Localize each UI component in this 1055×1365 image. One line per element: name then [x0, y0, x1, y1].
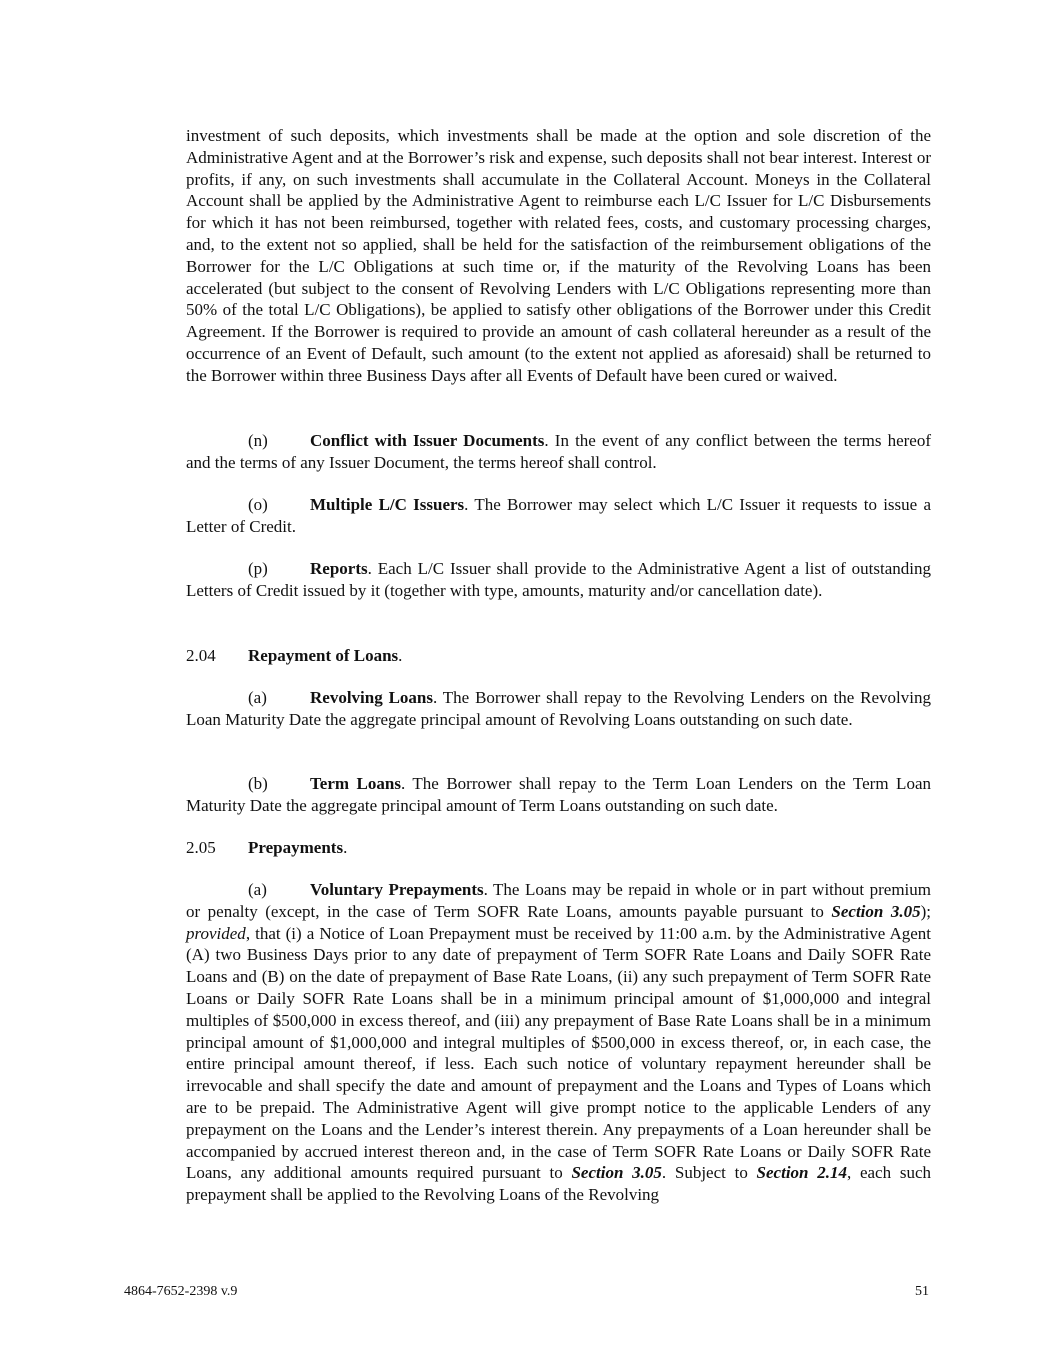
paragraph-n-conflict-with-issuer-documents: (n) Conflict with Issuer Documents. In the event of any conflict between the terms hereof and the terms of any Issuer Document, the terms hereof shall control.: [186, 431, 931, 472]
clause-label: (b): [248, 774, 268, 793]
clause-heading: Voluntary Prepayments: [310, 880, 484, 899]
section-reference: Section 3.05: [571, 1163, 662, 1183]
provided-term: provided: [186, 923, 246, 943]
clause-heading: Multiple L/C Issuers: [310, 495, 465, 514]
section-heading-2-05: 2.05 Prepayments.: [186, 838, 348, 857]
clause-heading: Reports: [310, 559, 368, 578]
clause-label: (a): [248, 688, 267, 707]
section-number: 2.05: [186, 838, 216, 857]
clause-heading: Term Loans: [310, 774, 401, 793]
paragraph-2-05-a-voluntary-prepayments: (a) Voluntary Prepayments. The Loans may be repaid in whole or in part without premium or penalty (except, in the case of Term SOFR Rate Loans, amounts payable pursuant to Section 3.05); provided, that (i) a Notice of Loan Prepayment must be received by 11:00 a.m. by the Administrative Agent (A) two Business Days prior to any date of prepayment of Term SOFR Rate Loans and Daily SOFR Rate Loans and (B) on the date of prepayment of Base Rate Loans, (ii) any such prepayment of Term SOFR Rate Loans or Daily SOFR Rate Loans shall be in a minimum principal amount of $1,000,000 and integral multiples of $500,000 in excess thereof, and (iii) any prepayment of Base Rate Loans shall be in a minimum principal amount of $1,000,000 and integral multiples of $500,000 in excess thereof, or, in each case, the entire principal amount thereof, if less. Each such notice of voluntary repayment hereunder shall be irrevocable and shall specify the date and amount of prepayment and the Loans and Types of Loans which are to be prepaid. The Administrative Agent will give prompt notice to the applicable Lenders of any prepayment on the Loans and the Lender’s interest therein. Any prepayments of a Loan hereunder shall be accompanied by accrued interest thereon and, in the case of Term SOFR Rate Loans or Daily SOFR Rate Loans, any additional amounts required pursuant to Section 3.05. Subject to Section 2.14, each such prepayment shall be applied to the Revolving Loans of the Revolving: [186, 880, 931, 1205]
clause-label: (n): [248, 431, 268, 450]
clause-label: (o): [248, 495, 268, 514]
paragraph-p-reports: (p) Reports. Each L/C Issuer shall provide to the Administrative Agent a list of outstanding Letters of Credit issued by it (together with type, amounts, maturity and/or cancellation date).: [186, 559, 931, 600]
section-title: Repayment of Loans: [248, 646, 399, 665]
clause-heading: Conflict with Issuer Documents: [310, 431, 545, 450]
section-title: Prepayments: [248, 838, 344, 857]
paragraph-o-multiple-lc-issuers: (o) Multiple L/C Issuers. The Borrower may select which L/C Issuer it requests to issue a Letter of Credit.: [186, 495, 931, 536]
footer-page-number: 51: [915, 1284, 929, 1299]
section-heading-2-04: 2.04 Repayment of Loans.: [186, 646, 403, 665]
clause-label: (p): [248, 559, 268, 578]
paragraph-collateral-continued: investment of such deposits, which investments shall be made at the option and sole discretion of the Administrative Agent and at the Borrower’s risk and expense, such deposits shall not bear interest. Interest or profits, if any, on such investments shall accumulate in the Collateral Account. Moneys in the Collateral Account shall be applied by the Administrative Agent to reimburse each L/C Issuer for L/C Disbursements for which it has not been reimbursed, together with related fees, costs, and customary processing charges, and, to the extent not so applied, shall be held for the satisfaction of the reimbursement obligations of the Borrower for the L/C Obligations at such time or, if the maturity of the Revolving Loans has been accelerated (but subject to the consent of Revolving Lenders with L/C Obligations representing more than 50% of the total L/C Obligations), be applied to satisfy other obligations of the Borrower under this Credit Agreement. If the Borrower is required to provide an amount of cash collateral hereunder as a result of the occurrence of an Event of Default, such amount (to the extent not applied as aforesaid) shall be returned to the Borrower within three Business Days after all Events of Default have been cured or waived.: [186, 126, 931, 385]
clause-heading: Revolving Loans: [310, 688, 433, 707]
paragraph-2-04-b-term-loans: (b) Term Loans. The Borrower shall repay to the Term Loan Lenders on the Term Loan Maturity Date the aggregate principal amount of Term Loans outstanding on such date.: [186, 774, 931, 815]
paragraph-2-04-a-revolving-loans: (a) Revolving Loans. The Borrower shall repay to the Revolving Lenders on the Revolving Loan Maturity Date the aggregate principal amount of Revolving Loans outstanding on such date.: [186, 688, 931, 729]
section-reference: Section 2.14: [756, 1163, 847, 1183]
footer-document-id: 4864-7652-2398 v.9: [124, 1284, 238, 1299]
clause-label: (a): [248, 880, 267, 899]
section-number: 2.04: [186, 646, 216, 665]
section-reference: Section 3.05: [831, 901, 921, 921]
